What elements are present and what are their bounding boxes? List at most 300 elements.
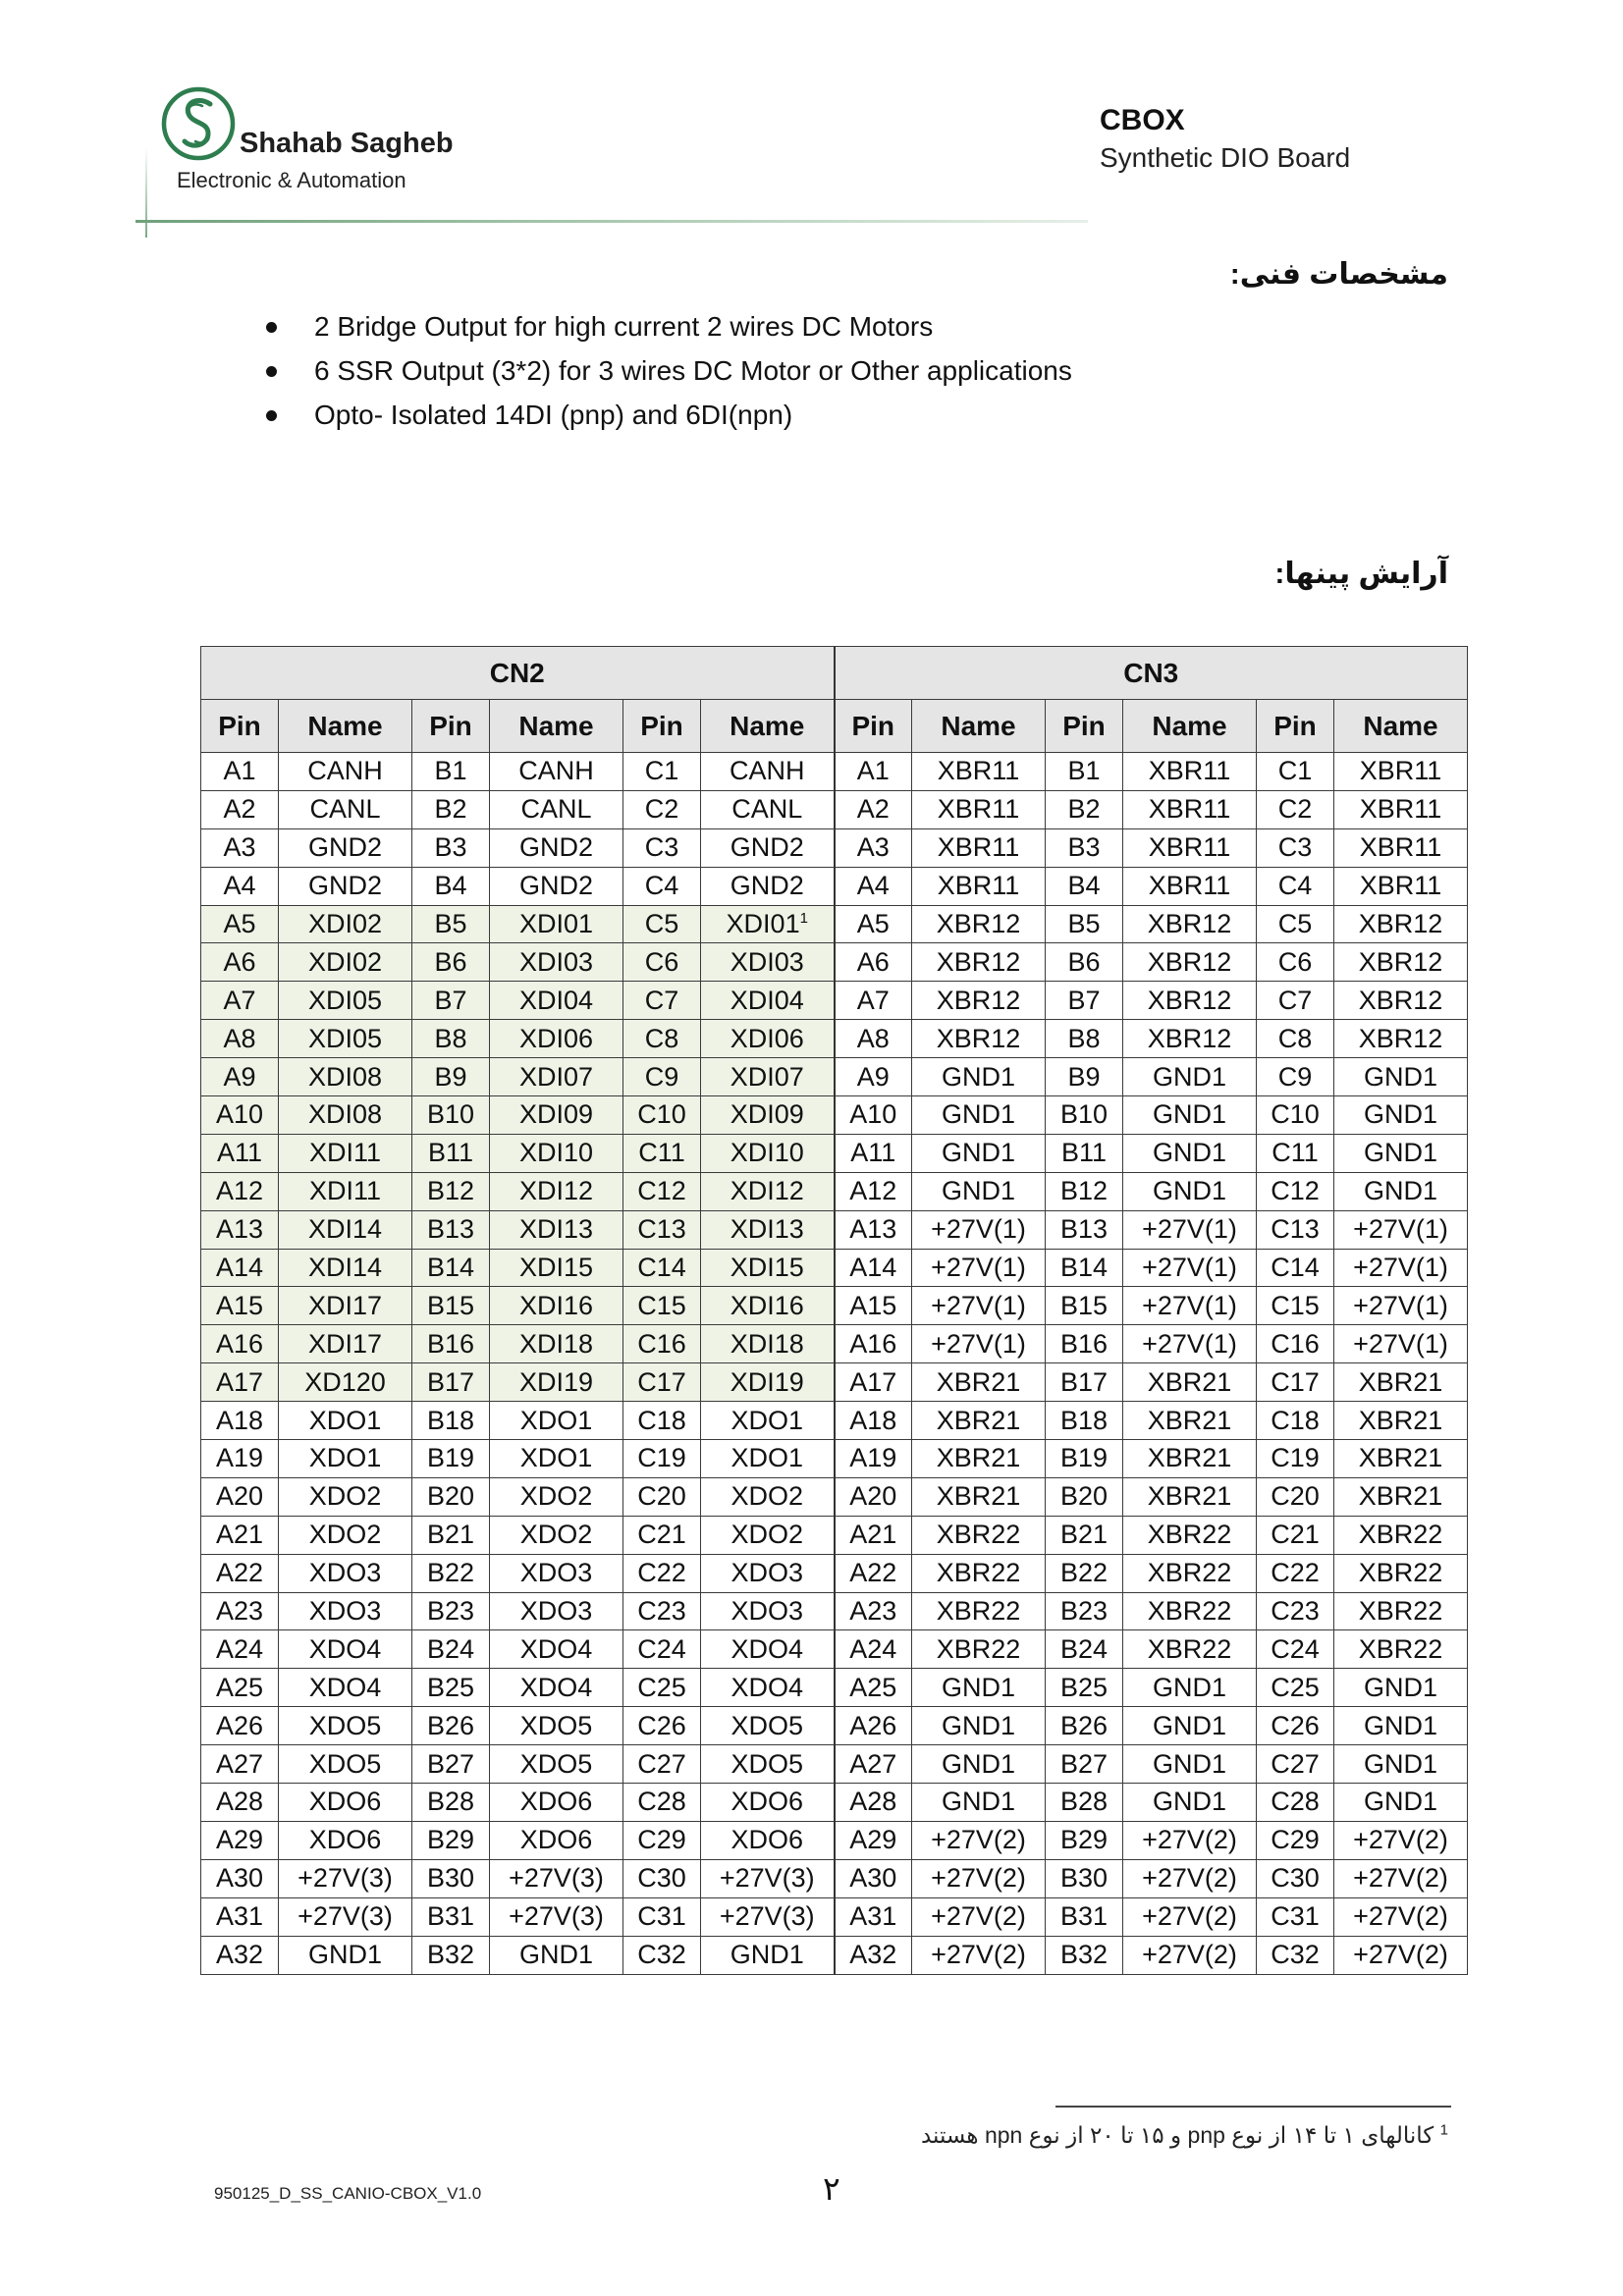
cell-text: +27V(2) bbox=[1142, 1940, 1237, 1970]
signal-name-cell bbox=[912, 982, 1046, 1020]
cell-text: XBR22 bbox=[936, 1633, 1021, 1664]
signal-name-cell bbox=[701, 1325, 835, 1363]
cell-text: C4 bbox=[1277, 871, 1313, 901]
cell-text: B21 bbox=[426, 1520, 475, 1550]
pin-cell bbox=[412, 1477, 490, 1516]
pin-cell bbox=[1046, 1402, 1123, 1440]
cell-text: GND1 bbox=[941, 1787, 1015, 1817]
pin-cell bbox=[1046, 1897, 1123, 1936]
cell-text: A15 bbox=[849, 1290, 897, 1320]
pin-cell bbox=[1257, 1020, 1334, 1058]
pin-cell bbox=[412, 1784, 490, 1822]
cell-text: +27V(3) bbox=[509, 1863, 604, 1894]
pin-cell bbox=[1257, 1325, 1334, 1363]
pin-cell bbox=[835, 1363, 912, 1402]
signal-name-cell bbox=[279, 1936, 412, 1974]
cell-text: B27 bbox=[426, 1748, 475, 1779]
table-row bbox=[201, 905, 1468, 943]
pin-cell bbox=[412, 1058, 490, 1096]
pin-cell bbox=[201, 982, 279, 1020]
signal-name-cell bbox=[1123, 1630, 1257, 1669]
cell-text: C1 bbox=[644, 756, 679, 786]
pin-cell bbox=[623, 1440, 701, 1478]
document-title: CBOX bbox=[1100, 104, 1185, 136]
signal-name-cell bbox=[701, 1440, 835, 1478]
cell-text: XBR11 bbox=[937, 794, 1020, 825]
table-row bbox=[201, 1402, 1468, 1440]
cell-text: CANL bbox=[309, 794, 381, 825]
cell-text: XBR11 bbox=[1359, 871, 1442, 901]
pin-cell bbox=[1257, 1058, 1334, 1096]
pin-cell bbox=[412, 1630, 490, 1669]
signal-name-cell bbox=[279, 1897, 412, 1936]
cell-text: B3 bbox=[1067, 832, 1101, 863]
signal-name-cell bbox=[490, 1516, 623, 1554]
cell-text: A25 bbox=[849, 1672, 897, 1702]
cell-text: +27V(3) bbox=[298, 1901, 393, 1932]
cell-text: XBR11 bbox=[1359, 832, 1442, 863]
pin-cell bbox=[201, 867, 279, 905]
column-header-pin: Pin bbox=[1257, 700, 1334, 753]
cell-text: B25 bbox=[1059, 1672, 1109, 1702]
cell-text: B4 bbox=[434, 871, 467, 901]
pin-cell bbox=[623, 1554, 701, 1592]
cell-text: A20 bbox=[215, 1481, 264, 1512]
cell-text: A19 bbox=[215, 1443, 264, 1473]
cell-text: GND1 bbox=[1363, 1710, 1437, 1740]
table-row bbox=[201, 1859, 1468, 1897]
column-header-name: Name bbox=[279, 700, 412, 753]
signal-name-cell bbox=[1123, 1096, 1257, 1135]
pin-cell bbox=[201, 1630, 279, 1669]
cell-text: C26 bbox=[1271, 1710, 1320, 1740]
cell-text: GND1 bbox=[941, 1748, 1015, 1779]
table-row bbox=[201, 1134, 1468, 1172]
signal-name-cell bbox=[1334, 1402, 1468, 1440]
signal-name-cell bbox=[912, 1821, 1046, 1859]
cell-text: XDO6 bbox=[730, 1787, 804, 1817]
pin-cell bbox=[412, 828, 490, 867]
signal-name-cell bbox=[1334, 790, 1468, 828]
signal-name-cell bbox=[1123, 1669, 1257, 1707]
cell-text: XDI14 bbox=[307, 1253, 383, 1283]
cell-text: B9 bbox=[434, 1061, 467, 1092]
cell-text: A8 bbox=[223, 1023, 256, 1053]
cell-text: A32 bbox=[215, 1940, 264, 1970]
pin-cell bbox=[412, 1134, 490, 1172]
pin-cell bbox=[201, 1210, 279, 1249]
cell-text: B24 bbox=[426, 1633, 475, 1664]
cell-text: XDI04 bbox=[730, 985, 804, 1015]
pin-cell bbox=[1046, 867, 1123, 905]
cell-text: XBR21 bbox=[1358, 1443, 1443, 1473]
signal-name-cell bbox=[279, 1592, 412, 1630]
cell-text: XBR21 bbox=[1147, 1366, 1232, 1397]
cell-text: GND1 bbox=[1152, 1710, 1226, 1740]
signal-name-cell bbox=[1123, 1554, 1257, 1592]
pin-cell bbox=[623, 1859, 701, 1897]
cell-text: XDI09 bbox=[730, 1099, 804, 1130]
pin-cell bbox=[412, 1897, 490, 1936]
cell-text: C32 bbox=[637, 1940, 686, 1970]
cell-text: A3 bbox=[223, 832, 256, 863]
pin-cell bbox=[1257, 1516, 1334, 1554]
cell-text: A22 bbox=[849, 1558, 897, 1588]
table-row bbox=[201, 1477, 1468, 1516]
signal-name-cell bbox=[279, 1249, 412, 1287]
cell-text: B6 bbox=[434, 946, 467, 977]
signal-name-cell bbox=[912, 1287, 1046, 1325]
cell-text: XDI13 bbox=[730, 1214, 804, 1245]
cell-text: C16 bbox=[637, 1328, 686, 1359]
pin-cell bbox=[412, 1592, 490, 1630]
signal-name-cell bbox=[701, 1592, 835, 1630]
column-header-name: Name bbox=[912, 700, 1046, 753]
cell-text: A29 bbox=[215, 1825, 264, 1855]
cell-text: XBR22 bbox=[1358, 1633, 1443, 1664]
signal-name-cell bbox=[1123, 943, 1257, 982]
cell-text: XDI19 bbox=[730, 1366, 804, 1397]
signal-name-cell bbox=[701, 1821, 835, 1859]
cell-text: XDI08 bbox=[307, 1099, 383, 1130]
pin-cell bbox=[623, 1363, 701, 1402]
pin-cell bbox=[623, 1477, 701, 1516]
pin-cell bbox=[201, 1249, 279, 1287]
cell-text: XBR11 bbox=[1359, 794, 1442, 825]
signal-name-cell bbox=[1123, 1134, 1257, 1172]
cell-text: GND1 bbox=[518, 1940, 593, 1970]
signal-name-cell bbox=[701, 867, 835, 905]
cell-text: +27V(2) bbox=[931, 1901, 1026, 1932]
cell-text: XBR12 bbox=[936, 946, 1021, 977]
cell-text: +27V(1) bbox=[931, 1214, 1026, 1245]
signal-name-cell bbox=[1334, 1172, 1468, 1210]
cell-text: B10 bbox=[426, 1099, 475, 1130]
signal-name-cell bbox=[701, 1210, 835, 1249]
cell-text: GND1 bbox=[941, 1672, 1015, 1702]
signal-name-cell bbox=[279, 1745, 412, 1784]
cell-text: B21 bbox=[1059, 1520, 1109, 1550]
signal-name-cell bbox=[279, 1325, 412, 1363]
pin-cell bbox=[412, 753, 490, 791]
connector-header-cn2: CN2 bbox=[201, 647, 835, 700]
signal-name-cell bbox=[1123, 1745, 1257, 1784]
cell-text: A9 bbox=[856, 1061, 890, 1092]
signal-name-cell bbox=[279, 1784, 412, 1822]
cell-text: XBR12 bbox=[1358, 909, 1443, 938]
signal-name-cell bbox=[1123, 753, 1257, 791]
cell-text: XDI13 bbox=[518, 1214, 594, 1245]
pin-cell bbox=[1046, 1477, 1123, 1516]
cell-text: GND2 bbox=[307, 871, 382, 901]
signal-name-cell bbox=[279, 1020, 412, 1058]
cell-text: C29 bbox=[637, 1825, 686, 1855]
cell-text: +27V(1) bbox=[931, 1328, 1026, 1359]
cell-text: XDO6 bbox=[519, 1825, 593, 1855]
cell-text: A25 bbox=[215, 1672, 264, 1702]
signal-name-cell bbox=[279, 1172, 412, 1210]
pin-cell bbox=[1046, 753, 1123, 791]
signal-name-cell bbox=[912, 1402, 1046, 1440]
signal-name-cell bbox=[279, 1287, 412, 1325]
cell-text: GND1 bbox=[1363, 1672, 1437, 1702]
cell-text: GND1 bbox=[1152, 1176, 1226, 1206]
cell-text: B24 bbox=[1059, 1633, 1109, 1664]
cell-text: B16 bbox=[1059, 1328, 1109, 1359]
signal-name-cell bbox=[701, 905, 835, 943]
cell-text: C13 bbox=[1271, 1214, 1320, 1245]
cell-text: C27 bbox=[1271, 1748, 1320, 1779]
cell-text: XDI02 bbox=[307, 946, 383, 977]
cell-text: A21 bbox=[849, 1520, 897, 1550]
footnote-marker: 1 bbox=[799, 910, 808, 927]
cell-text: GND1 bbox=[1152, 1787, 1226, 1817]
cell-text: B31 bbox=[1059, 1901, 1109, 1932]
signal-name-cell bbox=[1334, 1249, 1468, 1287]
pin-cell bbox=[201, 1859, 279, 1897]
pin-cell bbox=[1046, 1363, 1123, 1402]
signal-name-cell bbox=[1123, 1897, 1257, 1936]
cell-text: A30 bbox=[849, 1863, 897, 1894]
cell-text: XDI19 bbox=[518, 1366, 594, 1397]
signal-name-cell bbox=[279, 1402, 412, 1440]
column-header-name: Name bbox=[1334, 700, 1468, 753]
cell-text: B19 bbox=[426, 1443, 475, 1473]
cell-text: A28 bbox=[849, 1787, 897, 1817]
signal-name-cell bbox=[1123, 1821, 1257, 1859]
table-row bbox=[201, 1821, 1468, 1859]
table-row bbox=[201, 982, 1468, 1020]
cell-text: XBR11 bbox=[1148, 871, 1231, 901]
cell-text: A28 bbox=[215, 1787, 264, 1817]
pin-cell bbox=[1257, 905, 1334, 943]
signal-name-cell bbox=[1334, 905, 1468, 943]
cell-text: B16 bbox=[426, 1328, 475, 1359]
pin-cell bbox=[1046, 1172, 1123, 1210]
signal-name-cell bbox=[490, 1592, 623, 1630]
cell-text: B15 bbox=[426, 1290, 475, 1320]
cell-text: A3 bbox=[856, 832, 890, 863]
cell-text: C28 bbox=[1271, 1787, 1320, 1817]
pin-cell bbox=[201, 1897, 279, 1936]
cell-text: A1 bbox=[223, 756, 256, 786]
pin-cell bbox=[201, 828, 279, 867]
cell-text: A22 bbox=[215, 1558, 264, 1588]
cell-text: B5 bbox=[434, 909, 467, 938]
cell-text: A2 bbox=[223, 794, 256, 825]
pin-cell bbox=[1257, 1821, 1334, 1859]
pin-cell bbox=[412, 1707, 490, 1745]
cell-text: XDO5 bbox=[519, 1710, 593, 1740]
cell-text: XDO3 bbox=[519, 1596, 593, 1627]
pin-cell bbox=[1046, 1554, 1123, 1592]
cell-text: XDI17 bbox=[307, 1328, 383, 1359]
cell-text: +27V(3) bbox=[298, 1863, 393, 1894]
cell-text: +27V(2) bbox=[1142, 1825, 1237, 1855]
cell-text: B20 bbox=[1059, 1481, 1109, 1512]
pin-cell bbox=[1046, 1134, 1123, 1172]
cell-text: A4 bbox=[223, 871, 256, 901]
cell-text: C18 bbox=[1271, 1405, 1320, 1435]
table-row bbox=[201, 828, 1468, 867]
pin-cell bbox=[201, 1821, 279, 1859]
cell-text: A30 bbox=[215, 1863, 264, 1894]
signal-name-cell bbox=[279, 753, 412, 791]
pin-cell bbox=[835, 753, 912, 791]
list-item bbox=[263, 304, 1072, 348]
table-row bbox=[201, 1707, 1468, 1745]
signal-name-cell bbox=[701, 1020, 835, 1058]
pin-cell bbox=[412, 1745, 490, 1784]
signal-name-cell bbox=[1123, 1249, 1257, 1287]
cell-text: XDI16 bbox=[518, 1290, 594, 1320]
pin-cell bbox=[412, 1936, 490, 1974]
pin-cell bbox=[1046, 905, 1123, 943]
pin-cell bbox=[835, 1669, 912, 1707]
signal-name-cell bbox=[279, 1630, 412, 1669]
cell-text: C6 bbox=[1277, 946, 1313, 977]
table-row bbox=[201, 1020, 1468, 1058]
pin-cell bbox=[1257, 1936, 1334, 1974]
signal-name-cell bbox=[912, 943, 1046, 982]
cell-text: B15 bbox=[1059, 1290, 1109, 1320]
pin-cell bbox=[1046, 1287, 1123, 1325]
pin-cell bbox=[201, 753, 279, 791]
table-row bbox=[201, 1249, 1468, 1287]
pin-cell bbox=[412, 982, 490, 1020]
cell-text: C8 bbox=[1277, 1023, 1313, 1053]
signal-name-cell bbox=[490, 1669, 623, 1707]
signal-name-cell bbox=[1334, 1440, 1468, 1478]
table-row bbox=[201, 1592, 1468, 1630]
cell-text: XDO1 bbox=[308, 1405, 382, 1435]
cell-text: XDO4 bbox=[730, 1672, 804, 1702]
cell-text: XDI08 bbox=[307, 1061, 383, 1092]
cell-text: GND1 bbox=[1363, 1176, 1437, 1206]
cell-text: XBR22 bbox=[1358, 1596, 1443, 1627]
pin-cell bbox=[623, 1516, 701, 1554]
pin-cell bbox=[1257, 1707, 1334, 1745]
cell-text: A20 bbox=[849, 1481, 897, 1512]
signal-name-cell bbox=[1123, 1784, 1257, 1822]
pin-cell bbox=[835, 1210, 912, 1249]
specs-list bbox=[263, 304, 1072, 437]
pin-cell bbox=[623, 1745, 701, 1784]
cell-text: GND1 bbox=[941, 1176, 1015, 1206]
cell-text: C22 bbox=[1271, 1558, 1320, 1588]
pin-cell bbox=[412, 1172, 490, 1210]
signal-name-cell bbox=[1334, 1784, 1468, 1822]
pin-cell bbox=[1257, 1402, 1334, 1440]
signal-name-cell bbox=[279, 1669, 412, 1707]
signal-name-cell bbox=[701, 1936, 835, 1974]
cell-text: XDI11 bbox=[308, 1138, 382, 1168]
signal-name-cell bbox=[1123, 1440, 1257, 1478]
pin-cell bbox=[1257, 828, 1334, 867]
signal-name-cell bbox=[490, 753, 623, 791]
cell-text: A23 bbox=[849, 1596, 897, 1627]
pin-cell bbox=[1046, 1058, 1123, 1096]
signal-name-cell bbox=[279, 1440, 412, 1478]
table-row bbox=[201, 1745, 1468, 1784]
pin-cell bbox=[1257, 1363, 1334, 1402]
pin-cell bbox=[835, 1020, 912, 1058]
signal-name-cell bbox=[912, 1784, 1046, 1822]
cell-text: B7 bbox=[434, 985, 467, 1015]
pin-cell bbox=[835, 1707, 912, 1745]
cell-text: B22 bbox=[426, 1558, 475, 1588]
pin-cell bbox=[623, 1897, 701, 1936]
signal-name-cell bbox=[1123, 1172, 1257, 1210]
pin-cell bbox=[1046, 1669, 1123, 1707]
cell-text: B17 bbox=[1059, 1366, 1109, 1397]
column-header-name: Name bbox=[701, 700, 835, 753]
cell-text: +27V(1) bbox=[1353, 1253, 1448, 1283]
cell-text: XDO1 bbox=[730, 1443, 804, 1473]
pin-cell bbox=[412, 905, 490, 943]
cell-text: B12 bbox=[426, 1176, 475, 1206]
cell-text: XDI05 bbox=[307, 985, 383, 1015]
cell-text: XDI06 bbox=[518, 1023, 594, 1053]
cell-text: B3 bbox=[434, 832, 467, 863]
signal-name-cell bbox=[1334, 1325, 1468, 1363]
signal-name-cell bbox=[1334, 1058, 1468, 1096]
pin-cell bbox=[412, 1249, 490, 1287]
cell-text: XDO3 bbox=[308, 1596, 382, 1627]
cell-text: B10 bbox=[1059, 1099, 1109, 1130]
pin-cell bbox=[412, 1516, 490, 1554]
cell-text: XDI18 bbox=[730, 1328, 804, 1359]
pin-cell bbox=[201, 1440, 279, 1478]
pin-cell bbox=[412, 1325, 490, 1363]
cell-text: CANL bbox=[520, 794, 592, 825]
pin-cell bbox=[623, 1402, 701, 1440]
pinout-heading: آرایش پینها: bbox=[1274, 558, 1448, 590]
cell-text: C11 bbox=[638, 1138, 685, 1168]
cell-text: XDI15 bbox=[518, 1253, 594, 1283]
signal-name-cell bbox=[490, 1172, 623, 1210]
cell-text: A27 bbox=[849, 1748, 897, 1779]
cell-text: A12 bbox=[215, 1176, 264, 1206]
cell-text: B28 bbox=[1059, 1787, 1109, 1817]
cell-text: +27V(2) bbox=[931, 1863, 1026, 1894]
cell-text: C22 bbox=[637, 1558, 686, 1588]
spec-text: 2 Bridge Output for high current 2 wires DC Motors bbox=[314, 311, 934, 342]
footnote bbox=[921, 2122, 1448, 2149]
pin-cell bbox=[1257, 1134, 1334, 1172]
signal-name-cell bbox=[1334, 1592, 1468, 1630]
cell-text: C19 bbox=[637, 1443, 686, 1473]
signal-name-cell bbox=[701, 1287, 835, 1325]
pin-cell bbox=[412, 1402, 490, 1440]
signal-name-cell bbox=[1334, 1287, 1468, 1325]
signal-name-cell bbox=[701, 790, 835, 828]
cell-text: A26 bbox=[849, 1710, 897, 1740]
pin-cell bbox=[1046, 1821, 1123, 1859]
cell-text: C16 bbox=[1271, 1328, 1320, 1359]
cell-text: XDI05 bbox=[307, 1023, 383, 1053]
signal-name-cell bbox=[701, 1363, 835, 1402]
pin-cell bbox=[623, 1020, 701, 1058]
pin-cell bbox=[835, 1897, 912, 1936]
cell-text: C15 bbox=[1271, 1290, 1320, 1320]
pin-cell bbox=[412, 1669, 490, 1707]
signal-name-cell bbox=[490, 1363, 623, 1402]
pin-cell bbox=[412, 943, 490, 982]
signal-name-cell bbox=[1123, 1402, 1257, 1440]
cell-text: GND2 bbox=[730, 832, 804, 863]
bullet-icon bbox=[266, 410, 277, 421]
